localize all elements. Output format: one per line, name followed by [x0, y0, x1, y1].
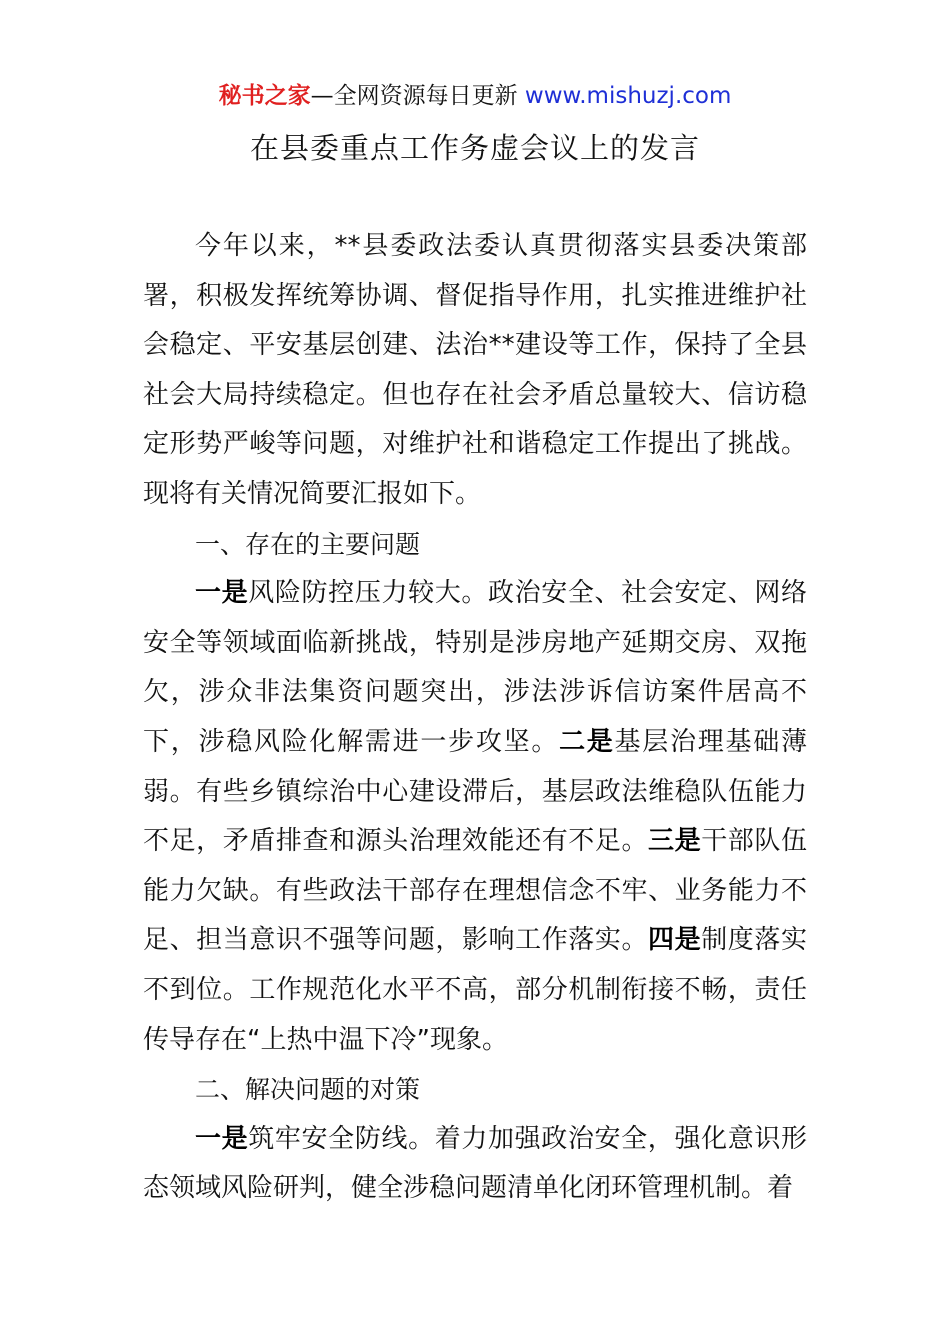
section-heading-problems: 一、存在的主要问题 [195, 529, 421, 559]
site-brand: 秘书之家 [218, 83, 311, 109]
document-body [143, 222, 807, 1214]
site-url-link[interactable]: www.mishuzj.com [524, 83, 732, 109]
point-text: 干部队伍能力欠缺。有些政法干部存在理想信念不牢、业务能力不足、担当意识不强等问题，影响工作落实。 [143, 826, 807, 956]
solutions-paragraph [143, 1115, 807, 1214]
point-label: 一是 [195, 578, 249, 609]
intro-paragraph: 今年以来，**县委政法委认真贯彻落实县委决策部署，积极发挥统筹协调、督促指导作用，扎实推进维护社会稳定、平安基层创建、法治**建设等工作，保持了全县社会大局持续稳定。但也存在社会矛盾总量较大、信访稳定形势严峻等问题，对维护社和谐稳定工作提出了挑战。现将有关情况简要汇报如下。 [143, 231, 807, 509]
point-label: 三是 [648, 826, 702, 857]
point-text: 制度落实不到位。工作规范化水平不高，部分机制衔接不畅，责任传导存在“上热中温下冷”现象。 [143, 925, 807, 1055]
document-title: 在县委重点工作务虚会议上的发言 [249, 131, 700, 165]
site-header [0, 80, 950, 112]
site-tagline: —全网资源每日更新 [310, 83, 525, 109]
point-text: 基层治理基础薄弱。有些乡镇综治中心建设滞后，基层政法维稳队伍能力不足，矛盾排查和源头治理效能还有不足。 [143, 726, 807, 857]
point-text: 筑牢安全防线。着力加强政治安全，强化意识形态领域风险研判，健全涉稳问题清单化闭环管理机制。着 [143, 1123, 807, 1204]
point-label: 四是 [648, 925, 702, 956]
point-label: 一是 [195, 1123, 249, 1154]
section-heading-solutions: 二、解决问题的对策 [195, 1075, 421, 1105]
problems-paragraph [143, 569, 807, 1065]
point-label: 二是 [559, 726, 615, 757]
point-text: 风险防控压力较大。政治安全、社会安定、网络安全等领域面临新挑战，特别是涉房地产延期交房、双拖欠，涉众非法集资问题突出，涉法涉诉信访案件居高不下，涉稳风险化解需进一步攻坚。 [143, 578, 807, 757]
